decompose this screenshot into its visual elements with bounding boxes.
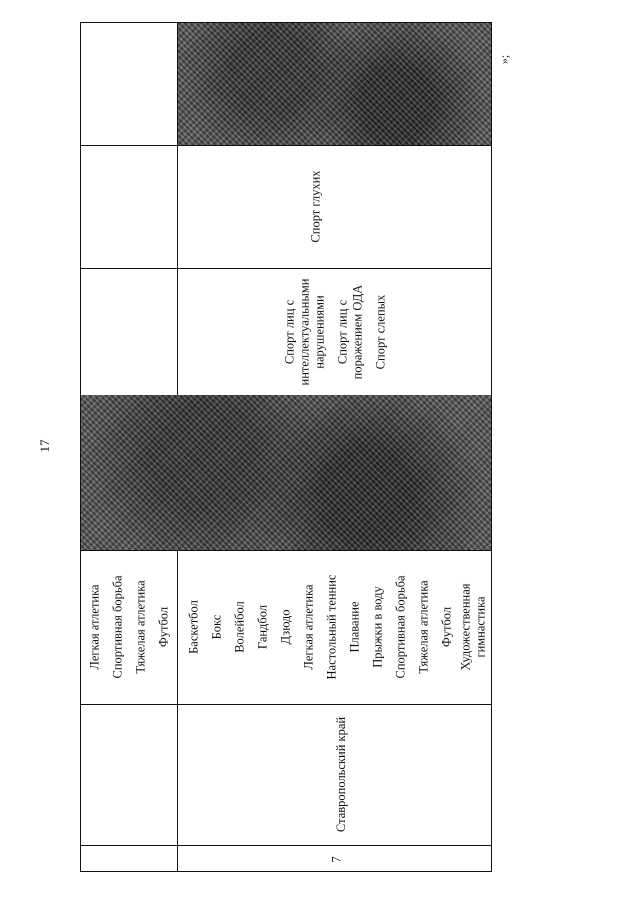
row-number: 7 [329, 855, 344, 863]
sport-item: Дзюдо [277, 609, 292, 645]
deaf-sports-label: Спорт глухих [308, 170, 323, 243]
sport-item: Легкая атлетика [300, 584, 315, 670]
sport-item: Бокс [208, 614, 223, 640]
region-name: Ставропольский край [334, 716, 349, 833]
sport-item: Спорт лиц с [335, 299, 349, 364]
page-number: 17 [37, 439, 52, 453]
adaptive-sports-list [282, 278, 388, 385]
sport-item: Гандбол [254, 604, 269, 650]
sport-item: Легкая атлетика [87, 584, 101, 670]
shaded-cell [81, 395, 491, 550]
sport-item: Баскетбол [185, 600, 200, 654]
sport-item: Настольный теннис [323, 574, 338, 680]
children-sports-list [182, 575, 488, 680]
olympic-sports-cell [81, 550, 177, 704]
sports-table [80, 22, 492, 872]
sport-item: Плавание [346, 601, 361, 653]
children-sports-cell [178, 550, 492, 704]
row-divider [81, 845, 491, 846]
row-divider [81, 704, 491, 705]
sport-item: Прыжки в воду [369, 586, 384, 668]
sport-item: поражением ОДА [350, 284, 364, 379]
sport-item: Футбол [438, 606, 453, 648]
shaded-cell [178, 23, 491, 145]
sport-item: Тяжелая атлетика [133, 580, 147, 674]
sport-item: Футбол [156, 606, 170, 648]
sport-item: нарушениями [312, 294, 326, 369]
sport-item: Спортивная борьба [110, 575, 124, 679]
adaptive-sports-cell [178, 268, 492, 395]
deaf-sports-cell [301, 145, 331, 268]
region-cell [327, 704, 357, 845]
sport-item: Спорт слепых [373, 294, 387, 369]
sport-item: Волейбол [231, 601, 246, 653]
sport-item: Спорт лиц с [282, 299, 296, 364]
sport-item: интеллектуальными [297, 278, 311, 385]
closing-quote-mark: »; [497, 54, 512, 65]
sport-item: гимнастика [472, 596, 487, 658]
sport-item: Спортивная борьба [392, 575, 407, 679]
row-divider [81, 145, 491, 146]
sport-item: Художественная [457, 583, 472, 671]
olympic-sports-list [83, 576, 175, 679]
sport-item: Тяжелая атлетика [415, 580, 430, 674]
row-number-cell [327, 845, 347, 873]
